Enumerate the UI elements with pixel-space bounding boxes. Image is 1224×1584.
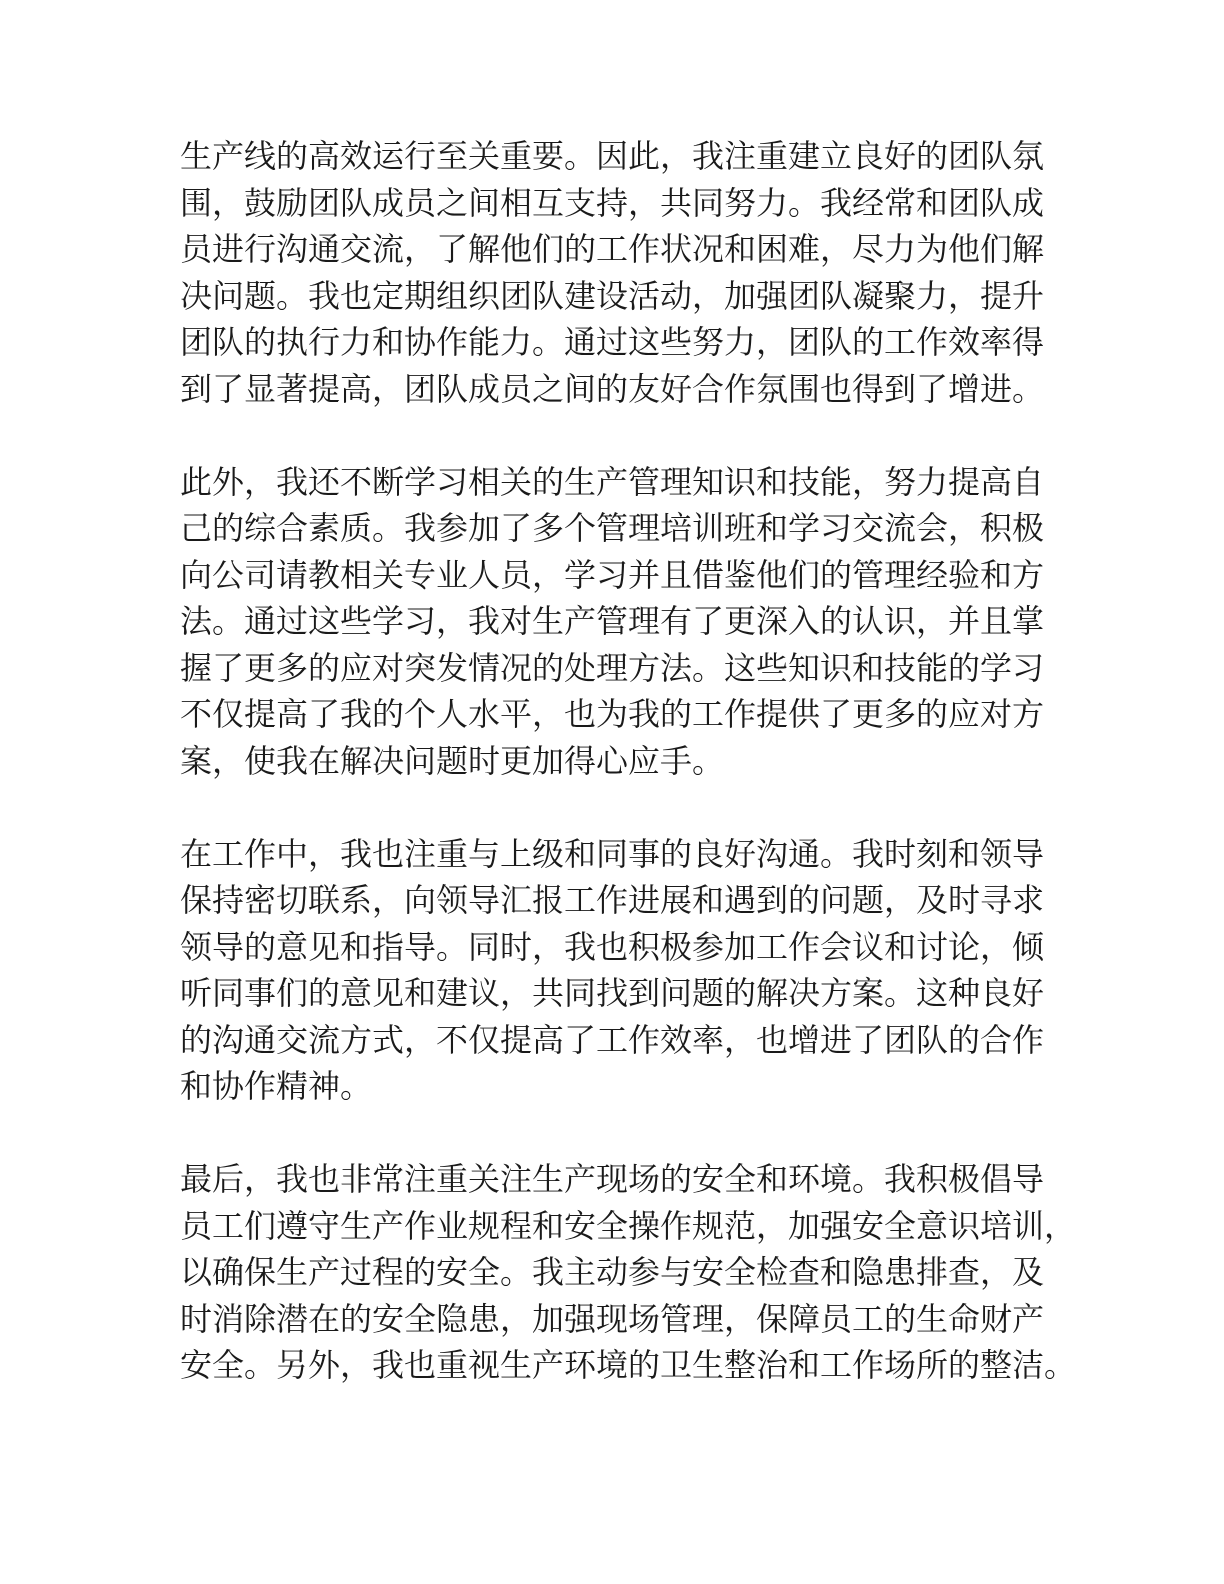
paragraph-learning: [180, 459, 1045, 785]
text-line: 的沟通交流方式，不仅提高了工作效率，也增进了团队的合作: [180, 1020, 1045, 1059]
paragraph-communication: [180, 831, 1045, 1110]
text-line: 向公司请教相关专业人员，学习并且借鉴他们的管理经验和方: [180, 555, 1045, 594]
text-line: 己的综合素质。我参加了多个管理培训班和学习交流会，积极: [180, 509, 1045, 547]
text-line: 在工作中，我也注重与上级和同事的良好沟通。我时刻和领导: [180, 834, 1045, 873]
paragraph-spacer: [180, 784, 1040, 831]
text-line: 和协作精神。: [180, 1067, 373, 1105]
document-body: [180, 133, 1077, 1389]
paragraph-team-building: [180, 133, 1045, 412]
text-line: 听同事们的意见和建议，共同找到问题的解决方案。这种良好: [180, 974, 1045, 1012]
text-line: 围，鼓励团队成员之间相互支持，共同努力。我经常和团队成: [180, 183, 1045, 222]
text-line: 生产线的高效运行至关重要。因此，我注重建立良好的团队氛: [180, 137, 1045, 175]
text-line: 决问题。我也定期组织团队建设活动，加强团队凝聚力，提升: [180, 276, 1045, 315]
paragraph-safety: [180, 1156, 1077, 1389]
text-line: 员进行沟通交流，了解他们的工作状况和困难，尽力为他们解: [180, 230, 1045, 268]
text-line: 领导的意见和指导。同时，我也积极参加工作会议和讨论，倾: [180, 927, 1045, 966]
paragraph-spacer: [180, 1110, 1040, 1157]
text-line: 法。通过这些学习，我对生产管理有了更深入的认识，并且掌: [180, 602, 1045, 640]
text-line: 到了显著提高，团队成员之间的友好合作氛围也得到了增进。: [180, 369, 1045, 408]
text-line: 最后，我也非常注重关注生产现场的安全和环境。我积极倡导: [180, 1160, 1045, 1198]
text-line: 保持密切联系，向领导汇报工作进展和遇到的问题，及时寻求: [180, 881, 1045, 919]
text-line: 此外，我还不断学习相关的生产管理知识和技能，努力提高自: [180, 462, 1045, 501]
paragraph-spacer: [180, 412, 1040, 459]
text-line: 案，使我在解决问题时更加得心应手。: [180, 741, 725, 780]
text-line: 团队的执行力和协作能力。通过这些努力，团队的工作效率得: [180, 323, 1045, 361]
text-line: 握了更多的应对突发情况的处理方法。这些知识和技能的学习: [180, 648, 1045, 687]
text-line: 时消除潜在的安全隐患，加强现场管理，保障员工的生命财产: [180, 1299, 1045, 1338]
text-line: 安全。另外，我也重视生产环境的卫生整治和工作场所的整洁。: [180, 1346, 1077, 1384]
text-line: 以确保生产过程的安全。我主动参与安全检查和隐患排查，及: [180, 1253, 1045, 1291]
text-line: 员工们遵守生产作业规程和安全操作规范，加强安全意识培训，: [180, 1206, 1077, 1245]
text-line: 不仅提高了我的个人水平，也为我的工作提供了更多的应对方: [180, 695, 1045, 733]
